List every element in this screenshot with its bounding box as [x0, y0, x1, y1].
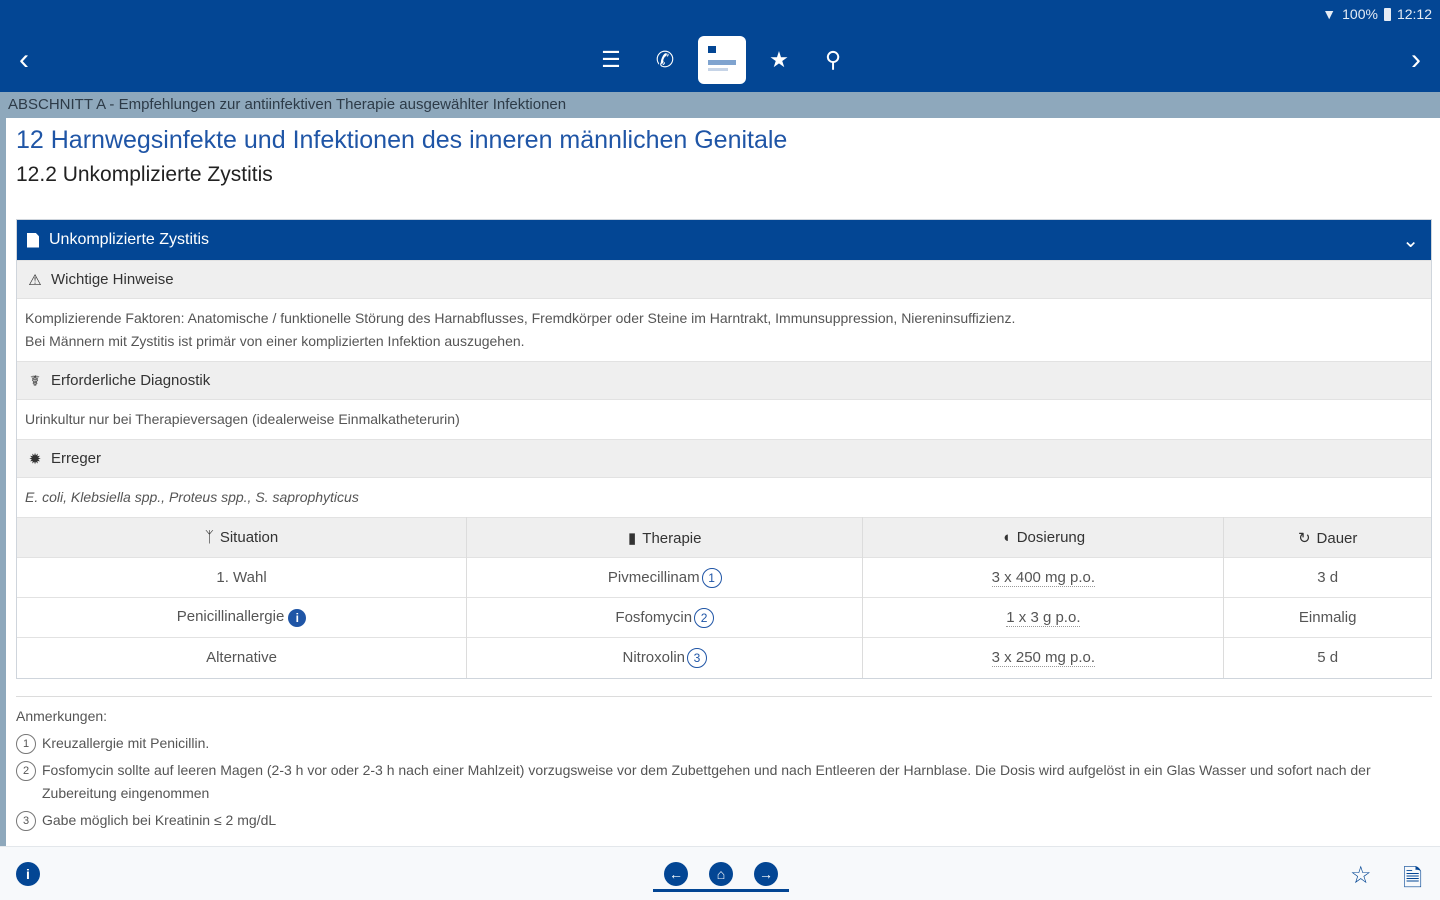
situation-cell: Alternative [17, 638, 467, 678]
gauge-icon: ◖ [1001, 529, 1011, 546]
home-icon[interactable]: ⌂ [709, 862, 733, 886]
warning-icon: ⚠ [28, 271, 42, 289]
diagnostics-body: Urinkultur nur bei Therapieversagen (idealerweise Einmalkatheterurin) [17, 399, 1431, 439]
page-icon [27, 233, 39, 248]
note-item [16, 732, 1432, 755]
col-label: Therapie [642, 529, 702, 547]
note-item [16, 809, 1432, 832]
col-therapy [467, 518, 863, 558]
dose-cell [863, 558, 1224, 598]
table-row [17, 558, 1431, 598]
pathogen-body: E. coli, Klebsiella spp., Proteus spp., S. saprophyticus [17, 477, 1431, 517]
bottom-bar [0, 846, 1440, 900]
pathogen-header [17, 439, 1431, 477]
col-label: Dauer [1316, 529, 1358, 547]
menu-icon[interactable]: ☰ [601, 47, 621, 72]
footnote-link[interactable]: 3 [687, 648, 707, 668]
therapy-table [17, 517, 1431, 678]
dose-cell [863, 638, 1224, 678]
table-header-row [17, 518, 1431, 558]
col-label: Dosierung [1016, 529, 1086, 546]
chevron-left-icon[interactable]: ‹ [19, 43, 29, 76]
main-content [16, 118, 1432, 828]
dose-cell [863, 598, 1224, 638]
note-text: Fosfomycin sollte auf leeren Magen (2-3 h vor oder 2-3 h nach einer Mahlzeit) vorzugsweise vor dem Zubettgehen und nach Entleeren der Harnblase. Die Dosis wird aufgelöst in ein Glas Wasser und sofort nach der Zubereitung eingenommen [42, 762, 1371, 801]
col-label: Situation [219, 529, 279, 546]
duration-cell: 3 d [1224, 558, 1431, 598]
duration-cell: 5 d [1224, 638, 1431, 678]
document-icon[interactable] [698, 36, 746, 84]
chevron-down-icon[interactable]: ⌄ [1402, 230, 1419, 252]
clock-icon: ↻ [1297, 529, 1311, 547]
battery-text: 100% [1342, 6, 1378, 22]
search-icon[interactable]: ⚲ [824, 47, 842, 72]
note-number: 1 [16, 734, 36, 754]
status-bar [0, 0, 1440, 28]
pathogen-label: Erreger [51, 450, 102, 467]
breadcrumb: ABSCHNITT A - Empfehlungen zur antiinfektiven Therapie ausgewählter Infektionen [0, 92, 1440, 118]
bookmark-star-icon[interactable]: ☆ [1350, 862, 1372, 889]
situation-cell: 1. Wahl [17, 558, 467, 598]
col-situation [17, 518, 467, 558]
bacteria-icon: ✹ [28, 450, 42, 468]
chevron-right-icon[interactable]: › [1411, 43, 1421, 76]
app-toolbar [0, 28, 1440, 92]
card-header[interactable] [17, 220, 1431, 260]
phone-icon[interactable]: ✆ [655, 47, 675, 72]
therapy-cell [467, 598, 863, 638]
info-icon[interactable]: i [288, 609, 306, 627]
chapter-title: 12 Harnwegsinfekte und Infektionen des inneren männlichen Genitale [16, 126, 788, 154]
notes-label: Anmerkungen: [16, 708, 108, 724]
notes-section [16, 696, 1432, 832]
hints-label: Wichtige Hinweise [51, 271, 174, 288]
hints-line: Komplizierende Faktoren: Anatomische / funktionelle Störung des Harnabflusses, Fremdkörper oder Steine im Harntrakt, Immunsuppression, Niereninsuffizienz. [25, 310, 1016, 326]
situation-cell [17, 598, 467, 638]
info-icon[interactable]: i [16, 862, 40, 886]
therapy-name: Nitroxolin [622, 648, 686, 666]
star-icon[interactable]: ★ [769, 47, 789, 72]
document-search-icon[interactable]: 🗎 [1403, 865, 1423, 892]
dose-text: 1 x 3 g p.o. [1006, 609, 1081, 626]
note-text: Gabe möglich bei Kreatinin ≤ 2 mg/dL [42, 812, 277, 828]
therapy-cell [467, 638, 863, 678]
duration-cell: Einmalig [1224, 598, 1431, 638]
dose-text: 3 x 250 mg p.o. [991, 649, 1096, 667]
note-item [16, 759, 1432, 805]
hints-header [17, 260, 1431, 298]
col-duration [1224, 518, 1431, 558]
table-row [17, 598, 1431, 638]
therapy-card [16, 219, 1432, 679]
battery-icon [1384, 8, 1391, 21]
hints-body [17, 298, 1431, 361]
therapy-name: Fosfomycin [615, 608, 693, 626]
therapy-cell [467, 558, 863, 598]
pill-bottle-icon: ▮ [628, 529, 637, 547]
previous-page-icon[interactable]: ← [664, 862, 688, 886]
diagnostics-header [17, 361, 1431, 399]
dose-text: 3 x 400 mg p.o. [991, 569, 1096, 586]
section-title: 12.2 Unkomplizierte Zystitis [16, 163, 273, 186]
wifi-icon: ▼ [1322, 6, 1337, 22]
left-rule [0, 118, 6, 848]
table-row [17, 638, 1431, 678]
fork-icon: ᛉ [204, 529, 214, 546]
card-title: Unkomplizierte Zystitis [49, 231, 210, 248]
note-text: Kreuzallergie mit Penicillin. [42, 735, 210, 751]
therapy-name: Pivmecillinam [607, 568, 700, 586]
col-dose [863, 518, 1224, 558]
footnote-link[interactable]: 2 [694, 608, 714, 628]
note-number: 3 [16, 811, 36, 831]
clock: 12:12 [1396, 6, 1432, 22]
pager-indicator [653, 889, 789, 892]
diagnostics-label: Erforderliche Diagnostik [51, 372, 211, 389]
footnote-link[interactable]: 1 [702, 568, 722, 588]
stethoscope-icon: ☤ [29, 372, 41, 390]
toolbar-tools [590, 34, 854, 86]
note-number: 2 [16, 761, 36, 781]
hints-line: Bei Männern mit Zystitis ist primär von einer komplizierten Infektion auszugehen. [25, 333, 525, 349]
situation-text: Penicillinallergie [176, 608, 285, 626]
next-page-icon[interactable]: → [754, 862, 778, 886]
